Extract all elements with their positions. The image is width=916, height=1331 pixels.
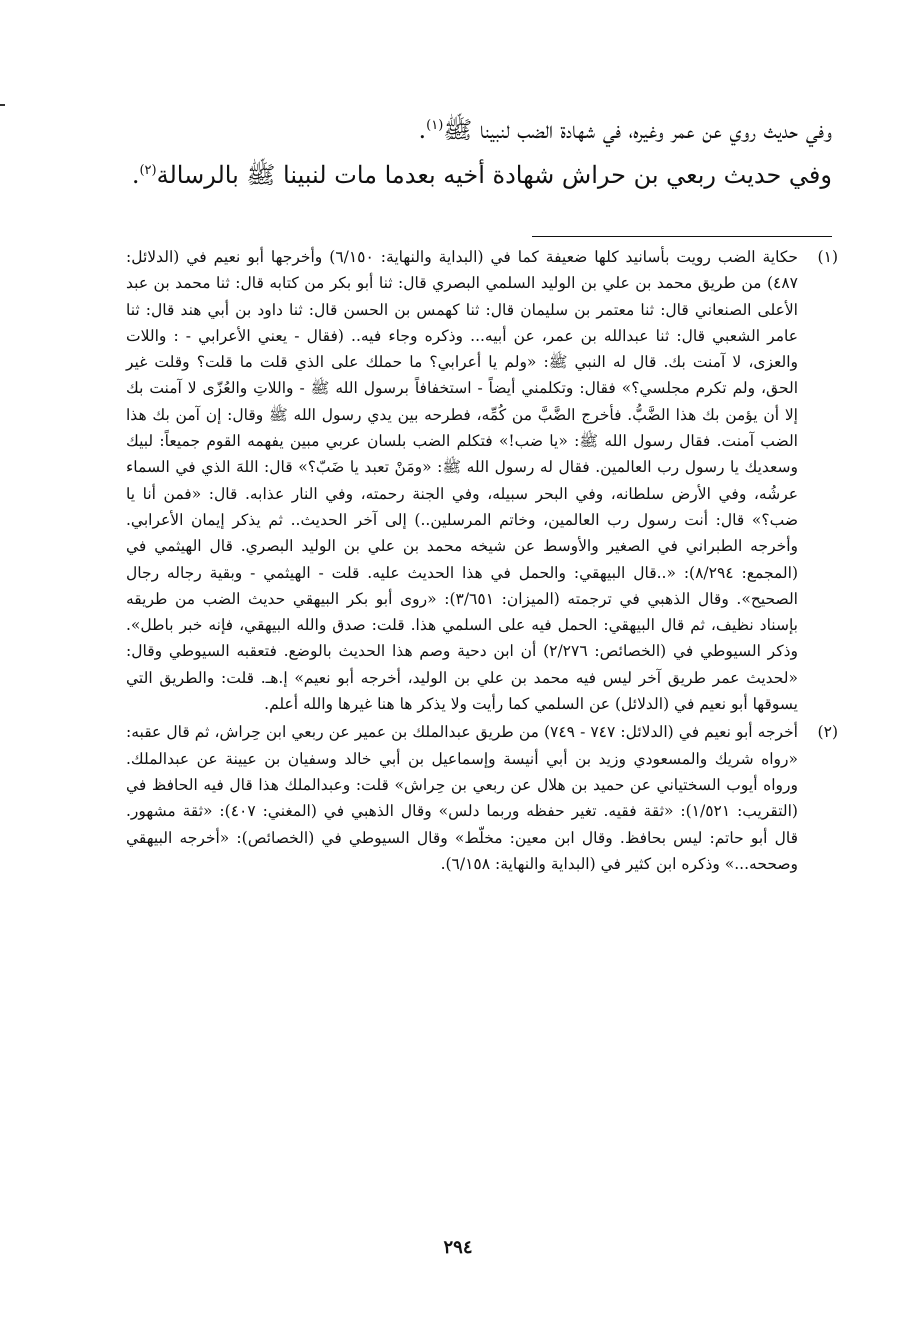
margin-mark xyxy=(0,104,5,106)
footnote-ref-2: (٢) xyxy=(139,163,157,178)
footnote-ref-1: (١) xyxy=(426,118,444,133)
footnote-separator xyxy=(532,236,832,237)
footnote-text: حكاية الضب رويت بأسانيد كلها ضعيفة كما في (البداية والنهاية: ٦/١٥٠) وأخرجها أبو نعيم في (الدلائل: ٤٨٧) من طريق محمد بن علي بن الوليد السلمي البصري قال: ثنا أبو بكر من كتابه قال: ثنا محمد بن عبد الأعلى الصنعاني قال: ثنا معتمر بن سليمان قال: ثنا كهمس بن الحسن قال: ثنا داود بن أبي هند قال: ثنا عامر الشعبي قال: ثنا عبدالله بن عمر، عن أبيه... وذكره وجاء فيه.. (فقال - يعني الأعرابي - : واللات والعزى، لا آمنت بك. قال له النبي ﷺ: «ولم يا أعرابي؟ ما حملك على الذي قلت ما قلت؟ وقلت غير الحق، ولم تكرم مجلسي؟» فقال: وتكلمني أيضاً - استخفافاً برسول الله ﷺ - واللاتِ والعُزّى لا آمنت بك إلا أن يؤمن بك هذا الضَّبُّ. فأخرج الضَّبَّ من كُمِّه، فطرحه بين يدي رسول الله ﷺ وقال: إن آمن بك هذا الضب آمنت. فقال رسول الله ﷺ: «يا ضب!» فتكلم الضب بلسان عربي مبين يفهمه القوم جميعاً: لبيك وسعديك يا رسول رب العالمين. فقال له رسول الله ﷺ: «ومَنْ تعبد يا ضَبّ؟» قال: اللهَ الذي في السماء عرشُه، وفي الأرض سلطانه، وفي البحر سبيله، وفي الجنة رحمته، وفي النار عذابه. قال: «فمن أنا يا ضب؟» قال: أنت رسول رب العالمين، وخاتم المرسلين..) إلى آخر الحديث.. ثم يذكر إيمان الأعرابي. وأخرجه الطبراني في الصغير والأوسط عن شيخه محمد بن علي بن الوليد البصري. قال الهيثمي في (المجمع: ٨/٢٩٤): «..قال البيهقي: والحمل في هذا الحديث عليه. قلت - الهيثمي - وبقية رجاله رجال الصحيح». وقال الذهبي في ترجمته (الميزان: ٣/٦٥١): «روى أبو بكر البيهقي حديث الضب من طريقه بإسناد نظيف، ثم قال البيهقي: الحمل فيه على السلمي هذا. قلت: صدق والله البيهقي، فإنه خبر باطل». وذكر السيوطي في (الخصائص: ٢/٢٧٦) أن ابن دحية وصم هذا الحديث بالوضع. فتعقبه السيوطي وقال: «لحديث عمر طريق آخر ليس فيه محمد بن علي بن الوليد، أخرجه أبو نعيم» إ.هـ. قلت: والطريق التي يسوقها أبو نعيم في (الدلائل) عن السلمي كما رأيت ولا يذكر ها هنا غيرها والله أعلم. xyxy=(126,248,798,714)
page-number: ٢٩٤ xyxy=(443,1237,473,1258)
footnote-2 xyxy=(126,719,838,877)
main-text xyxy=(112,108,832,198)
main-paragraph-1: وفي حديث روي عن عمر وغيره، في شهادة الضب لنبينا ﷺ$^{(١)}$. xyxy=(418,116,832,144)
footnote-1 xyxy=(126,244,838,717)
footnotes xyxy=(126,244,838,877)
footnote-number: (٢) xyxy=(817,723,838,742)
footnote-text: أخرجه أبو نعيم في (الدلائل: ٧٤٧ - ٧٤٩) من طريق عبدالملك بن عمير عن ربعي ابن حِراش، ثم قال عقبه: «رواه شريك والمسعودي وزيد بن أبي أنيسة وإسماعيل بن أبي خالد وسفيان بن عيينة عن عبدالملك. ورواه أيوب السختياني عن حميد بن هلال عن ربعي بن حِراش» قلت: وعبدالملك هذا قال فيه الحافظ في (التقريب: ١/٥٢١): «ثقة فقيه. تغير حفظه وربما دلس» وقال الذهبي في (المغني: ٤٠٧): «ثقة مشهور. قال أبو حاتم: ليس بحافظ. وقال ابن معين: مخلّط» وقال السيوطي في (الخصائص): «أخرجه البيهقي وصححه...» وذكره ابن كثير في (البداية والنهاية: ٦/١٥٨). xyxy=(126,723,798,873)
footnote-number: (١) xyxy=(817,248,838,266)
main-paragraph-2: وفي حديث ربعي بن حراش شهادة أخيه بعدما مات لنبينا ﷺ بالرسالة$^{(٢)}$. xyxy=(131,161,832,189)
